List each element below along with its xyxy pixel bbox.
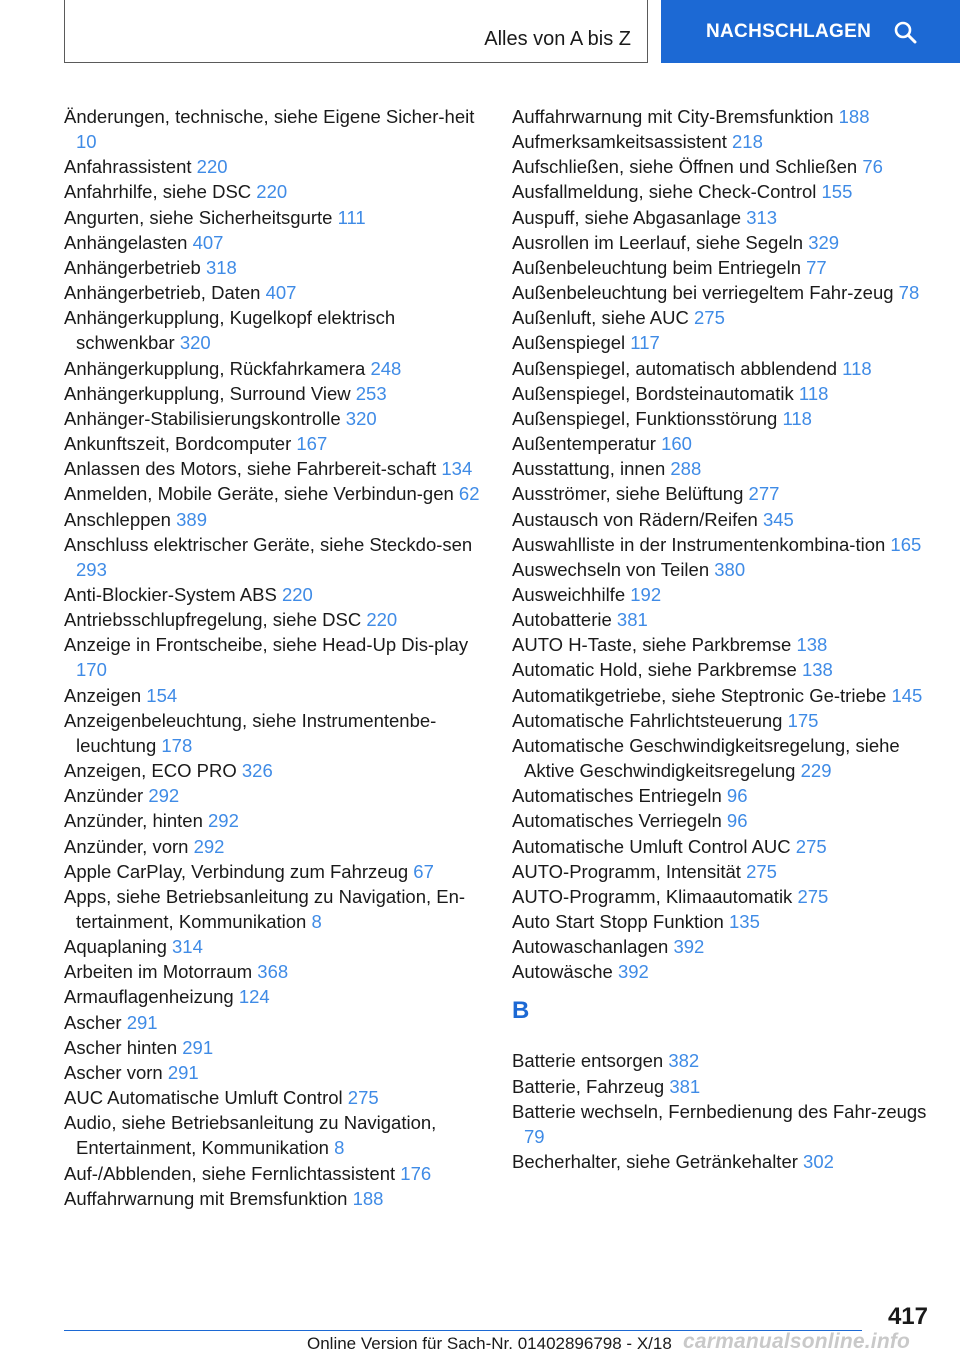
index-entry-text: Anzeige in Frontscheibe, siehe Head-Up Dis-play [64,634,469,656]
page-reference-link[interactable]: 96 [726,785,748,807]
index-entry-text: Anhänger-Stabilisierungskontrolle [64,407,341,429]
index-entry-text: Auf-/Abblenden, siehe Fernlichtassistent [64,1162,396,1184]
page-reference-link[interactable]: 381 [669,1075,701,1097]
index-entry-text: Auto Start Stopp Funktion [512,911,724,932]
index-entry-text: Außenbeleuchtung beim Entriegeln [512,256,801,278]
page-reference-link[interactable]: 392 [673,936,705,958]
index-entry-text: Batterie, Fahrzeug [512,1075,665,1097]
index-entry-text: Automatische Geschwindigkeitsregelung, siehe Aktive Geschwindigkeitsregelung [512,734,900,782]
index-entry-text: Audio, siehe Betriebsanleitung zu Navigation, Entertainment, Kommunikation [64,1112,437,1159]
page-reference-link[interactable]: 253 [355,382,387,404]
index-entry-text: Becherhalter, siehe Getränkehalter [512,1151,798,1173]
page-reference-link[interactable]: 118 [842,357,872,379]
page-reference-link[interactable]: 248 [370,357,402,379]
index-entry [512,1048,932,1073]
index-entry [64,959,494,984]
page-reference-link[interactable]: 111 [337,206,366,228]
page-reference-link[interactable]: 145 [891,684,923,706]
index-entry [64,632,494,682]
index-entry [512,959,932,984]
letter-heading-b: B [512,997,530,1025]
page-reference-link[interactable]: 320 [179,332,211,354]
index-entry-text: Anti-Blockier-System ABS [64,583,277,605]
page-reference-link[interactable]: 326 [241,760,273,782]
page-reference-link[interactable]: 118 [798,382,829,404]
index-entry [64,1186,494,1211]
page-reference-link[interactable]: 67 [413,860,434,882]
index-entry-text: AUTO-Programm, Intensität [512,860,741,882]
page-reference-link[interactable]: 188 [352,1187,384,1209]
index-entry [512,305,932,330]
page-reference-link[interactable]: 178 [161,734,193,756]
nav-label: NACHSCHLAGEN [706,20,872,42]
index-entry-text: Aufmerksamkeitsassistent [512,131,727,153]
page-reference-link[interactable]: 314 [172,936,203,958]
index-entry [64,859,494,884]
index-entry-text: Autobatterie [512,609,612,631]
page-reference-link[interactable]: 188 [838,106,870,127]
index-entry [64,356,494,381]
index-entry-text: Automatische Umluft Control AUC [512,835,791,857]
index-entry [512,1074,932,1099]
index-entry-text: Apps, siehe Betriebsanleitung zu Navigation, En-tertainment, Kommunikation [64,885,466,932]
index-entry-text: Anhängelasten [64,231,188,253]
index-entry [512,356,932,381]
index-entry [512,808,932,833]
page-reference-link[interactable]: 292 [148,785,180,807]
index-entry [64,708,494,758]
index-entry-text: Anfahrhilfe, siehe DSC [64,181,252,203]
page-reference-link[interactable]: 291 [126,1011,158,1033]
index-entry [512,507,932,532]
index-entry [512,834,932,859]
page-reference-link[interactable]: 302 [803,1151,834,1173]
page-reference-link[interactable]: 118 [782,407,812,429]
index-entry-text: Anlassen des Motors, siehe Fahrbereit-schaft [64,458,437,480]
page-reference-link[interactable]: 277 [748,483,780,505]
page-reference-link[interactable]: 62 [458,483,480,505]
index-entry-text: Außenbeleuchtung bei verriegeltem Fahr-zeug [512,282,894,304]
page-reference-link[interactable]: 138 [801,659,833,681]
index-entry [64,255,494,280]
index-entry-text: Auswechseln von Teilen [512,558,710,580]
index-entry [64,532,494,582]
index-entry [64,1110,494,1160]
index-entry [64,834,494,859]
index-entry [64,582,494,607]
page-reference-link[interactable]: 10 [76,131,97,153]
index-entry-text: Anhängerkupplung, Kugelkopf elektrisch schwenkbar [64,307,396,354]
page-reference-link[interactable]: 160 [661,433,692,455]
index-entry-text: Anzeigen [64,684,142,706]
index-entry-text: Auffahrwarnung mit Bremsfunktion [64,1187,348,1209]
index-entry [512,255,932,280]
nachschlagen-nav-button[interactable] [661,0,960,63]
index-entry [512,481,932,506]
page-reference-link[interactable]: 392 [617,961,649,983]
watermark-logo: carmanualsonline.info [683,1330,911,1353]
index-entry [512,456,932,481]
page-reference-link[interactable]: 117 [630,332,660,354]
page-reference-link[interactable]: 292 [193,835,225,857]
index-entry [512,280,932,305]
index-entry-text: Ausfallmeldung, siehe Check-Control [512,181,817,203]
index-entry-text: Ascher [64,1011,122,1033]
index-entry [512,582,932,607]
index-entry [64,1085,494,1110]
page-reference-link[interactable]: 291 [167,1061,199,1083]
index-entry-text: Autowäsche [512,961,613,983]
page-reference-link[interactable]: 329 [808,231,840,253]
index-entry [512,129,932,154]
index-entry [512,934,932,959]
page-reference-link[interactable]: 8 [311,911,322,932]
index-entry-text: Automatische Fahrlichtsteuerung [512,709,783,731]
index-entry [512,607,932,632]
index-entry [512,1149,932,1174]
page-reference-link[interactable]: 368 [257,961,289,983]
page-reference-link[interactable]: 220 [256,181,288,203]
index-entry-text: Anmelden, Mobile Geräte, siehe Verbindun-gen [64,483,454,505]
page-reference-link[interactable]: 320 [345,407,377,429]
page-reference-link[interactable]: 381 [616,609,648,631]
page-reference-link[interactable]: 291 [182,1036,214,1058]
page-reference-link[interactable]: 78 [898,282,920,304]
page-reference-link[interactable]: 275 [746,860,777,882]
page-reference-link[interactable]: 318 [205,256,237,278]
index-entry-text: Ankunftszeit, Bordcomputer [64,433,292,455]
index-entry-text: Arbeiten im Motorraum [64,961,253,983]
index-entry-text: Anhängerkupplung, Rückfahrkamera [64,357,366,379]
index-entry [64,406,494,431]
index-entry-text: Außenluft, siehe AUC [512,307,689,329]
page-reference-link[interactable]: 220 [196,156,228,178]
index-entry [64,1035,494,1060]
page-reference-link[interactable]: 170 [76,659,107,681]
page-reference-link[interactable]: 77 [806,256,827,278]
page-reference-link[interactable]: 407 [265,282,297,304]
index-entry [64,154,494,179]
index-entry-text: Autowaschanlagen [512,936,669,958]
index-entry-text: Anhängerkupplung, Surround View [64,382,351,404]
index-entry-text: Auswahlliste in der Instrumentenkombina-tion [512,533,886,555]
index-entry [512,1099,932,1149]
index-entry-text: Batterie wechseln, Fernbedienung des Fahr-zeugs [512,1100,927,1122]
index-entry-text: Außenspiegel, Bordsteinautomatik [512,382,794,404]
page-reference-link[interactable]: 275 [797,885,829,907]
index-entry [64,984,494,1009]
index-entry-text: Außentemperatur [512,433,656,455]
index-entry-text: Automatisches Entriegeln [512,785,722,807]
page-reference-link[interactable]: 176 [400,1162,432,1184]
page-reference-link[interactable]: 220 [281,583,313,605]
index-entry-text: Automatic Hold, siehe Parkbremse [512,659,797,681]
index-entry-text: AUTO-Programm, Klimaautomatik [512,885,793,907]
index-entry [64,230,494,255]
index-entry-text: Auspuff, siehe Abgasanlage [512,206,742,228]
index-column-left [64,104,494,1211]
index-entry [64,381,494,406]
index-entry [512,330,932,355]
index-entry-text: Ausweichhilfe [512,583,626,605]
index-entry [64,607,494,632]
index-entry-text: Ascher hinten [64,1036,178,1058]
index-entry [512,179,932,204]
index-entry-text: Anschluss elektrischer Geräte, siehe Steckdo-sen [64,533,473,555]
page-reference-link[interactable]: 218 [732,131,763,153]
index-entry-text: Angurten, siehe Sicherheitsgurte [64,206,333,228]
page-reference-link[interactable]: 407 [192,231,224,253]
page-reference-link[interactable]: 275 [795,835,827,857]
index-entry [64,758,494,783]
index-entry [512,381,932,406]
index-entry [512,909,932,934]
index-entry [64,1060,494,1085]
index-entry [64,507,494,532]
index-entry-text: AUC Automatische Umluft Control [64,1087,343,1109]
index-entry [512,104,932,129]
page-reference-link[interactable]: 79 [524,1125,545,1147]
index-entry [512,708,932,733]
page-reference-link[interactable]: 288 [670,458,702,480]
index-entry [64,783,494,808]
index-entry [512,431,932,456]
index-entry-text: Anschleppen [64,508,171,530]
page-reference-link[interactable]: 382 [668,1050,700,1072]
index-entry-text: Armauflagenheizung [64,986,234,1008]
index-entry-text: Anzünder, vorn [64,835,189,857]
index-entry [512,205,932,230]
index-entry [64,934,494,959]
index-entry [64,808,494,833]
index-entry-text: Ascher vorn [64,1061,163,1083]
index-entry-text: Anzeigen, ECO PRO [64,760,237,782]
index-entry [512,230,932,255]
index-entry [64,481,494,506]
page-reference-link[interactable]: 155 [821,181,853,203]
index-entry [64,305,494,355]
index-entry-text: Ausströmer, siehe Belüftung [512,483,744,505]
index-entry-text: Änderungen, technische, siehe Eigene Sicher-heit [64,106,475,127]
index-entry-text: Außenspiegel, automatisch abblendend [512,357,838,379]
section-title: Alles von A bis Z [484,28,631,50]
page-reference-link[interactable]: 165 [890,533,922,555]
index-entry-text: Anzünder [64,785,144,807]
index-entry [512,532,932,557]
index-entry-text: Batterie entsorgen [512,1050,664,1072]
index-entry [512,884,932,909]
index-entry-text: Aquaplaning [64,936,167,958]
index-entry [512,859,932,884]
index-entry [64,884,494,934]
page-reference-link[interactable]: 275 [694,307,725,329]
page-reference-link[interactable]: 8 [334,1137,345,1159]
index-entry [512,406,932,431]
page-reference-link[interactable]: 76 [862,156,883,178]
index-entry-text: Anzünder, hinten [64,810,203,832]
index-entry-text: Außenspiegel, Funktionsstörung [512,407,778,429]
index-entry [512,733,932,783]
page-reference-link[interactable]: 175 [787,709,819,731]
index-entry-text: Austausch von Rädern/Reifen [512,508,758,530]
index-entry [64,179,494,204]
index-entry-text: Automatisches Verriegeln [512,810,722,832]
index-entry-text: Aufschließen, siehe Öffnen und Schließen [512,156,858,178]
page-number: 417 [887,1303,928,1330]
index-entry [512,632,932,657]
page-reference-link[interactable]: 96 [726,810,748,832]
index-entry-text: AUTO H-Taste, siehe Parkbremse [512,634,792,656]
index-entry [512,783,932,808]
index-entry-text: Außenspiegel [512,332,626,354]
page-reference-link[interactable]: 345 [762,508,794,530]
index-entry [64,431,494,456]
page-reference-link[interactable]: 192 [630,583,662,605]
index-entry-text: Apple CarPlay, Verbindung zum Fahrzeug [64,860,409,882]
index-entry [512,154,932,179]
index-entry [64,1010,494,1035]
index-entry [64,205,494,230]
index-column-right [512,104,932,1174]
index-entry [64,280,494,305]
page-reference-link[interactable]: 293 [76,558,107,580]
page-reference-link[interactable]: 380 [714,558,746,580]
index-entry-text: Antriebsschlupfregelung, siehe DSC [64,609,362,631]
index-entry [64,456,494,481]
index-entry [512,683,932,708]
page-reference-link[interactable]: 138 [796,634,828,656]
page-reference-link[interactable]: 389 [176,508,207,530]
header-title-box [64,0,648,63]
page-reference-link[interactable]: 275 [347,1087,379,1109]
index-entry-text: Automatikgetriebe, siehe Steptronic Ge-triebe [512,684,887,706]
index-entry-text: Anzeigenbeleuchtung, siehe Instrumentenbe-leuchtung [64,709,437,756]
index-entry-text: Ausstattung, innen [512,458,666,480]
search-icon[interactable] [893,20,917,44]
page-reference-link[interactable]: 313 [746,206,778,228]
index-entry-text: Anhängerbetrieb [64,256,201,278]
index-entry-text: Anfahrassistent [64,156,192,178]
index-entry [512,657,932,682]
index-entry [64,683,494,708]
page-reference-link[interactable]: 134 [441,458,473,480]
index-entry-text: Anhängerbetrieb, Daten [64,282,261,304]
index-entry-text: Ausrollen im Leerlauf, siehe Segeln [512,231,804,253]
index-entry [64,1161,494,1186]
page-reference-link[interactable]: 135 [729,911,760,932]
page-reference-link[interactable]: 220 [366,609,398,631]
page-reference-link[interactable]: 167 [296,433,328,455]
page-reference-link[interactable]: 292 [208,810,239,832]
index-entry [512,557,932,582]
page-reference-link[interactable]: 229 [800,760,832,782]
index-entry-text: Auffahrwarnung mit City-Bremsfunktion [512,106,834,127]
online-version-text: Online Version für Sach-Nr. 01402896798 - X/18 [307,1334,672,1353]
page-reference-link[interactable]: 124 [238,986,270,1008]
page-reference-link[interactable]: 154 [146,684,178,706]
index-entry [64,104,494,154]
